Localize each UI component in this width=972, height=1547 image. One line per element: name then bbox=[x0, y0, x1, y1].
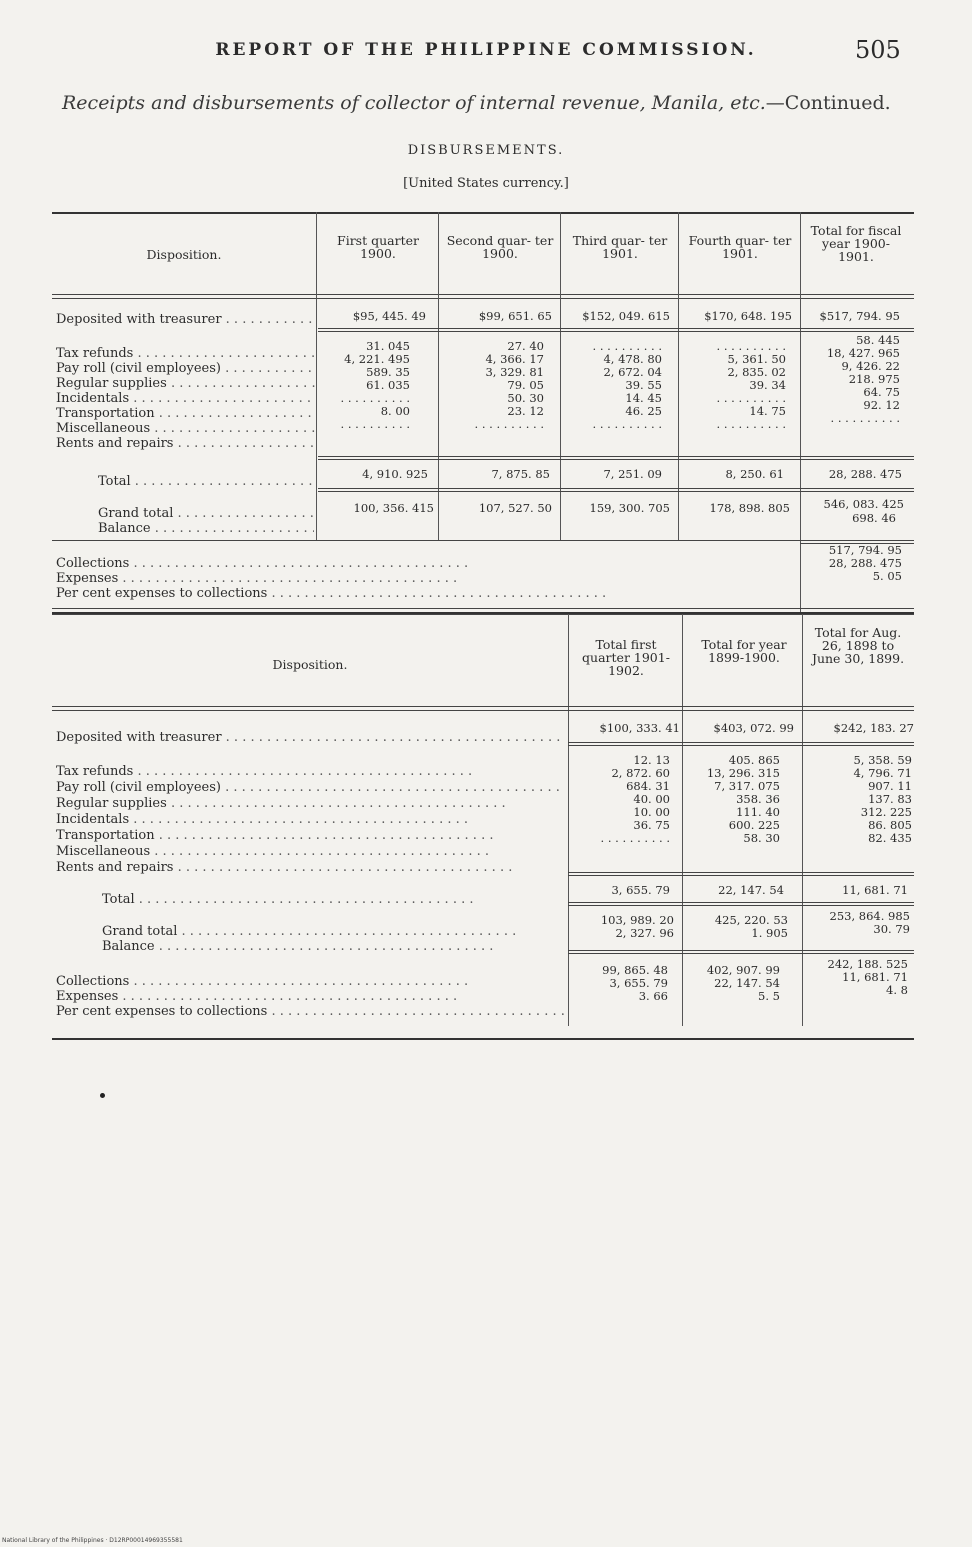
value-cell: 5, 361. 50 bbox=[727, 352, 786, 366]
value-cell: 30. 79 bbox=[873, 922, 910, 936]
item-labels-2 bbox=[56, 764, 564, 876]
row-label-collections-2: Collections . . . bbox=[56, 974, 564, 989]
grand-total-total: 546, 083. 425 bbox=[823, 497, 904, 511]
value-cell: 99, 865. 48 bbox=[602, 963, 668, 977]
value-cell: 7, 317. 075 bbox=[714, 779, 780, 793]
value-cell: 58. 30 bbox=[743, 831, 780, 845]
row-label-pay-roll-2: Pay roll (civil employees) . . . bbox=[56, 780, 564, 796]
caption-text: Receipts and disbursements of collector of internal revenue, Manila, etc. bbox=[62, 92, 766, 114]
value-cell: 4, 478. 80 bbox=[603, 352, 662, 366]
value-cell: 684. 31 bbox=[626, 779, 670, 793]
value-cell: 600. 225 bbox=[728, 818, 780, 832]
deposited-total: $517, 794. 95 bbox=[819, 309, 900, 323]
col-header-q4: Fourth quar- ter 1901. bbox=[688, 233, 792, 261]
value-cell: 39. 34 bbox=[749, 378, 786, 392]
page-number: 505 bbox=[855, 36, 901, 64]
collections-labels-2 bbox=[56, 974, 564, 1019]
grand-total-q4: 178, 898. 805 bbox=[709, 501, 790, 515]
value-cell: . . . . . . . . . . bbox=[592, 339, 662, 353]
value-cell: 50. 30 bbox=[507, 391, 544, 405]
collections-1899-1900 bbox=[684, 964, 780, 1003]
row-label-deposited-2: Deposited with treasurer . . . bbox=[56, 730, 564, 746]
value-cell: 589. 35 bbox=[366, 365, 410, 379]
value-cell: 8. 00 bbox=[380, 404, 410, 418]
value-cell: 253, 864. 985 bbox=[829, 909, 910, 923]
total-q2: 7, 875. 85 bbox=[491, 467, 550, 481]
deposited-1898-1899: $242, 183. 27 bbox=[833, 721, 914, 735]
value-cell: . . . . . . . . . . bbox=[716, 417, 786, 431]
total-1899-1900: 22, 147. 54 bbox=[718, 883, 784, 897]
value-cell: 61. 035 bbox=[366, 378, 410, 392]
row-label-miscellaneous-2: Miscellaneous . . . bbox=[56, 844, 564, 860]
value-cell: 218. 975 bbox=[848, 372, 900, 386]
value-cell: 907. 11 bbox=[868, 779, 912, 793]
value-cell: . . . . . . . . . . bbox=[340, 391, 410, 405]
currency-note: [United States currency.] bbox=[403, 176, 569, 191]
row-label-expenses-2: Expenses . . . bbox=[56, 989, 564, 1004]
value-cell: 4, 221. 495 bbox=[344, 352, 410, 366]
value-cell: . . . . . . . . . . bbox=[592, 417, 662, 431]
value-cell: 3, 329. 81 bbox=[485, 365, 544, 379]
grand-total-labels bbox=[98, 506, 314, 536]
value-cell: 14. 75 bbox=[749, 404, 786, 418]
value-cell: 9, 426. 22 bbox=[841, 359, 900, 373]
row-label-tax-refunds: Tax refunds . . . bbox=[56, 346, 316, 361]
collections-labels bbox=[56, 556, 800, 601]
value-cell: 103, 989. 20 bbox=[600, 913, 674, 927]
row-label-percent: Per cent expenses to collections . . . bbox=[56, 586, 800, 601]
value-cell: 312. 225 bbox=[860, 805, 912, 819]
value-cell: 13, 296. 315 bbox=[706, 766, 780, 780]
row-label-tax-refunds-2: Tax refunds . . . bbox=[56, 764, 564, 780]
value-cell: . . . . . . . . . . bbox=[716, 391, 786, 405]
value-cell: 4, 796. 71 bbox=[853, 766, 912, 780]
row-label-regular-supplies-2: Regular supplies . . . bbox=[56, 796, 564, 812]
grand-total-q2: 107, 527. 50 bbox=[478, 501, 552, 515]
caption-continued: —Continued. bbox=[765, 92, 891, 114]
row-label-rents-repairs: Rents and repairs . . . bbox=[56, 436, 316, 451]
row-label-deposited: Deposited with treasurer . . . bbox=[56, 312, 316, 328]
value-cell: 4. 8 bbox=[886, 983, 908, 997]
items-q3 bbox=[562, 340, 662, 431]
col-header-q3: Third quar- ter 1901. bbox=[572, 233, 668, 261]
row-label-balance: Balance . . . bbox=[98, 521, 314, 536]
row-label-pay-roll: Pay roll (civil employees) . . . bbox=[56, 361, 316, 376]
grand-total-first-quarter bbox=[570, 914, 674, 940]
value-cell: . . . . . . . . . . bbox=[474, 417, 544, 431]
value-cell: 111. 40 bbox=[736, 805, 780, 819]
items-q4 bbox=[680, 340, 786, 431]
expenses-total: 28, 288. 475 bbox=[828, 556, 902, 570]
value-cell: 79. 05 bbox=[507, 378, 544, 392]
grand-total-q1: 100, 356. 415 bbox=[353, 501, 434, 515]
total-1898-1899: 11, 681. 71 bbox=[842, 883, 908, 897]
row-label-incidentals: Incidentals . . . bbox=[56, 391, 316, 406]
col-header-first-quarter-1901-1902: Total first quarter 1901-1902. bbox=[582, 637, 670, 678]
disbursements-table-1900-1901 bbox=[52, 212, 914, 612]
deposited-1899-1900: $403, 072. 99 bbox=[713, 721, 794, 735]
grand-total-q3: 159, 300. 705 bbox=[589, 501, 670, 515]
value-cell: 64. 75 bbox=[863, 385, 900, 399]
value-cell: 242, 188. 525 bbox=[827, 957, 908, 971]
value-cell: 39. 55 bbox=[625, 378, 662, 392]
row-label-total-2: Total . . . bbox=[102, 892, 562, 908]
grand-total-labels-2 bbox=[102, 924, 562, 954]
col-header-q2: Second quar- ter 1900. bbox=[446, 233, 554, 261]
value-cell: . . . . . . . . . . bbox=[830, 411, 900, 425]
total-q4: 8, 250. 61 bbox=[725, 467, 784, 481]
value-cell: 2, 835. 02 bbox=[727, 365, 786, 379]
value-cell: 12. 13 bbox=[633, 753, 670, 767]
total-q1: 4, 910. 925 bbox=[362, 467, 428, 481]
row-label-incidentals-2: Incidentals . . . bbox=[56, 812, 564, 828]
col-header-disposition-2: Disposition. bbox=[272, 657, 348, 672]
value-cell: 14. 45 bbox=[625, 391, 662, 405]
total-q3: 7, 251. 09 bbox=[603, 467, 662, 481]
deposited-first-quarter: $100, 333. 41 bbox=[599, 721, 680, 735]
value-cell: 5, 358. 59 bbox=[853, 753, 912, 767]
value-cell: 10. 00 bbox=[633, 805, 670, 819]
row-label-transportation-2: Transportation . . . bbox=[56, 828, 564, 844]
deposited-q2: $99, 651. 65 bbox=[478, 309, 552, 323]
items-first-quarter bbox=[570, 754, 670, 845]
value-cell: 405. 865 bbox=[728, 753, 780, 767]
collections-first-quarter bbox=[570, 964, 668, 1003]
col-header-disposition: Disposition. bbox=[146, 247, 222, 262]
row-label-grand-total: Grand total . . . bbox=[98, 506, 314, 521]
grand-total-1898-1899 bbox=[804, 910, 910, 936]
value-cell: 40. 00 bbox=[633, 792, 670, 806]
value-cell: 2, 327. 96 bbox=[615, 926, 674, 940]
collections-total: 517, 794. 95 bbox=[828, 543, 902, 557]
value-cell: 31. 045 bbox=[366, 339, 410, 353]
item-labels bbox=[56, 346, 316, 451]
row-label-grand-total-2: Grand total . . . bbox=[102, 924, 562, 939]
col-header-total: Total for fiscal year 1900-1901. bbox=[810, 223, 902, 264]
value-cell: . . . . . . . . . . bbox=[600, 831, 670, 845]
items-1899-1900 bbox=[684, 754, 780, 845]
total-total: 28, 288. 475 bbox=[828, 467, 902, 481]
value-cell: 27. 40 bbox=[507, 339, 544, 353]
deposited-q3: $152, 049. 615 bbox=[582, 309, 670, 323]
deposited-q1: $95, 445. 49 bbox=[352, 309, 426, 323]
col-header-year-1899-1900: Total for year 1899-1900. bbox=[701, 637, 787, 665]
col-header-q1: First quarter 1900. bbox=[337, 233, 419, 261]
value-cell: 4, 366. 17 bbox=[485, 352, 544, 366]
page-header-title: REPORT OF THE PHILIPPINE COMMISSION. bbox=[215, 40, 757, 60]
row-label-regular-supplies: Regular supplies . . . bbox=[56, 376, 316, 391]
row-label-collections: Collections . . . bbox=[56, 556, 800, 571]
items-q1 bbox=[318, 340, 410, 431]
value-cell: 1. 905 bbox=[751, 926, 788, 940]
value-cell: 425, 220. 53 bbox=[714, 913, 788, 927]
balance-total: 698. 46 bbox=[852, 511, 896, 525]
value-cell: 82. 435 bbox=[868, 831, 912, 845]
value-cell: 3, 655. 79 bbox=[609, 976, 668, 990]
value-cell: 2, 672. 04 bbox=[603, 365, 662, 379]
value-cell: 11, 681. 71 bbox=[842, 970, 908, 984]
row-label-rents-repairs-2: Rents and repairs . . . bbox=[56, 860, 564, 876]
value-cell: 46. 25 bbox=[625, 404, 662, 418]
deposited-q4: $170, 648. 195 bbox=[704, 309, 792, 323]
ink-mark bbox=[100, 1093, 105, 1098]
value-cell: 3. 66 bbox=[638, 989, 668, 1003]
collections-values bbox=[802, 544, 902, 583]
value-cell: 2, 872. 60 bbox=[611, 766, 670, 780]
value-cell: 18, 427. 965 bbox=[826, 346, 900, 360]
value-cell: 86. 805 bbox=[868, 818, 912, 832]
value-cell: . . . . . . . . . . bbox=[716, 339, 786, 353]
items-total bbox=[802, 334, 900, 425]
value-cell: . . . . . . . . . . bbox=[340, 417, 410, 431]
table-caption bbox=[62, 92, 922, 114]
items-q2 bbox=[440, 340, 544, 431]
row-label-total: Total . . . bbox=[98, 474, 314, 490]
row-label-miscellaneous: Miscellaneous . . . bbox=[56, 421, 316, 436]
percent-total: 5. 05 bbox=[872, 569, 902, 583]
total-first-quarter: 3, 655. 79 bbox=[611, 883, 670, 897]
row-label-balance-2: Balance . . . bbox=[102, 939, 562, 954]
row-label-transportation: Transportation . . . bbox=[56, 406, 316, 421]
items-1898-1899 bbox=[804, 754, 912, 845]
row-label-expenses: Expenses . . . bbox=[56, 571, 800, 586]
grand-total-1899-1900 bbox=[684, 914, 788, 940]
section-title: DISBURSEMENTS. bbox=[407, 143, 565, 158]
collections-1898-1899 bbox=[804, 958, 908, 997]
disbursements-table-totals bbox=[52, 614, 914, 1044]
value-cell: 36. 75 bbox=[633, 818, 670, 832]
value-cell: 402, 907. 99 bbox=[706, 963, 780, 977]
value-cell: 23. 12 bbox=[507, 404, 544, 418]
value-cell: 5. 5 bbox=[758, 989, 780, 1003]
value-cell: 92. 12 bbox=[863, 398, 900, 412]
scan-footer: National Library of the Philippines · D12RP00014969355581 bbox=[2, 1537, 183, 1544]
value-cell: 137. 83 bbox=[868, 792, 912, 806]
row-label-percent-2: Per cent expenses to collections . . . bbox=[56, 1004, 564, 1019]
value-cell: 58. 445 bbox=[856, 333, 900, 347]
col-header-1898-1899: Total for Aug. 26, 1898 to June 30, 1899. bbox=[811, 625, 905, 666]
value-cell: 22, 147. 54 bbox=[714, 976, 780, 990]
value-cell: 358. 36 bbox=[736, 792, 780, 806]
